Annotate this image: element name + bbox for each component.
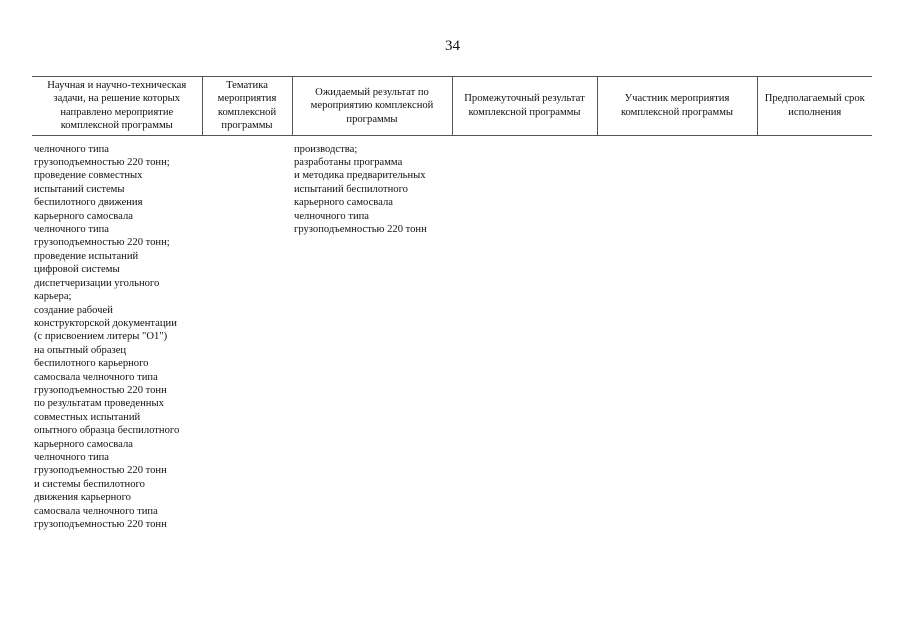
cell-tasks <box>32 135 202 531</box>
program-table <box>32 76 872 531</box>
cell-participant <box>597 135 757 531</box>
page-number: 34 <box>445 38 460 54</box>
table-row <box>32 135 872 531</box>
table-header-row <box>32 77 872 136</box>
cell-intermediate-result <box>452 135 597 531</box>
cell-deadline <box>757 135 872 531</box>
header-topic: Тематика мероприятия комплексной программы <box>202 77 292 136</box>
cell-tasks-text: челночного типа грузоподъемностью 220 тонн; проведение совместных испытаний системы беспилотного движения карьерного самосвала челночного типа грузоподъемностью 220 тонн; проведение испытаний цифровой системы диспетчеризации угольного карьера; создание рабочей конструкторской документации (с присвоением литеры "О1") на опытный образец беспилотного карьерного самосвала челночного типа грузоподъемностью 220 тонн по результатам проведенных совместных испытаний опытного образца беспилотного карьерного самосвала челночного типа грузоподъемностью 220 тонн и системы беспилотного движения карьерного самосвала челночного типа грузоподъемностью 220 тонн <box>34 143 180 530</box>
header-tasks: Научная и научно-техническая задачи, на решение которых направлено мероприятие комплексной программы <box>32 77 202 136</box>
header-participant: Участник мероприятия комплексной программы <box>597 77 757 136</box>
cell-expected-result <box>292 135 452 531</box>
cell-topic <box>202 135 292 531</box>
header-deadline: Предполагаемый срок исполнения <box>757 77 872 136</box>
cell-expected-result-text: производства; разработаны программа и методика предварительных испытаний беспилотного карьерного самосвала челночного типа грузоподъемностью 220 тонн <box>294 143 427 236</box>
header-expected-result: Ожидаемый результат по мероприятию комплексной программы <box>292 77 452 136</box>
header-intermediate-result: Промежуточный результат комплексной программы <box>452 77 597 136</box>
